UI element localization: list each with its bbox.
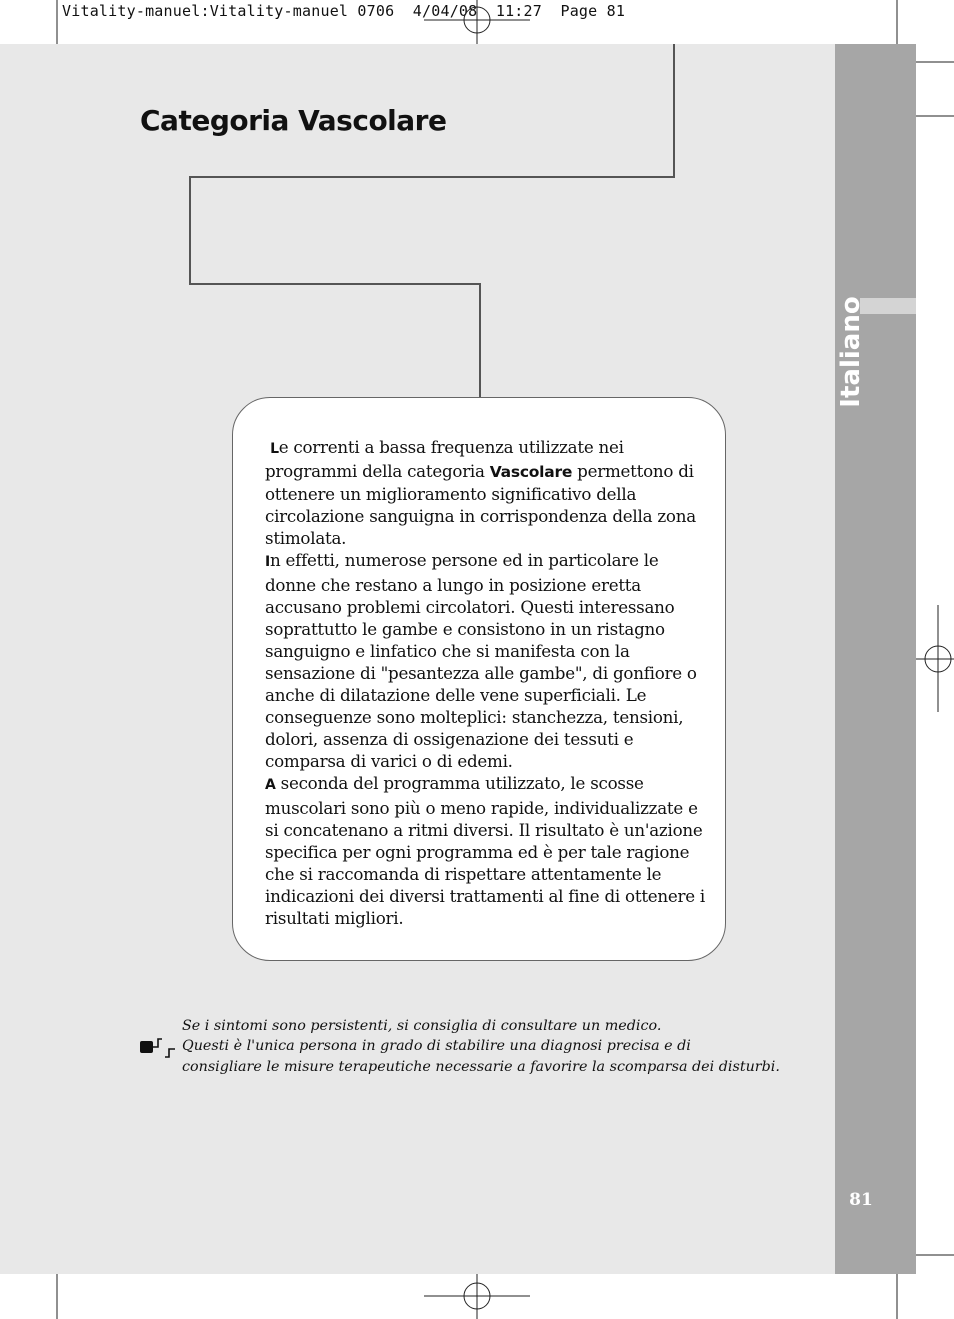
note-line-1: Se i sintomi sono persistenti, si consiglia di consultare un medico. [182, 1018, 662, 1034]
medical-note [182, 1016, 822, 1077]
category-keyword: Vascolare [489, 463, 573, 482]
paragraph-1: Le correnti a bassa frequenza utilizzate nei programmi della categoria Vascolare permettono di ottenere un miglioramento significativo della circolazione sanguigna in corrispondenza della zona stimolata. [265, 437, 696, 549]
initial-letter: I [265, 554, 270, 571]
page-number: 81 [849, 1190, 873, 1210]
electrode-icon [139, 1036, 181, 1060]
paragraph-2: In effetti, numerose persone ed in particolare le donne che restano a lungo in posizione eretta accusano problemi circolatori. Questi interessano soprattutto le gambe e consistono in un ristagno sanguigno e linfatico che si manifesta con la sensazione di "pesantezza alle gambe", di gonfiore o anche di dilatazione delle vene superficiali. Le conseguenze sono molteplici: stanchezza, tensioni, dolori, assenza di ossigenazione dei tessuti e comparsa di varici o di edemi. [265, 550, 697, 772]
initial-letter: A [265, 777, 276, 794]
paragraph-3: A seconda del programma utilizzato, le scosse muscolari sono più o meno rapide, individualizzate e si concatenano a ritmi diversi. Il risultato è un'azione specifica per ogni programma ed è per tale ragione che si raccomanda di rispettare attentamente le indicazioni dei diversi trattamenti al fine di ottenere i risultati migliori. [265, 773, 706, 928]
page-title: Categoria Vascolare [140, 104, 447, 137]
print-slug-line: Vitality-manuel:Vitality-manuel 0706 4/04/08 11:27 Page 81 [62, 2, 626, 20]
body-text [265, 436, 705, 929]
note-line-2: Questi è l'unica persona in grado di stabilire una diagnosi precisa e di [182, 1038, 691, 1055]
language-tab-label: Italiano [836, 295, 866, 408]
initial-letter: L [270, 441, 279, 457]
note-line-3: consigliare le misure terapeutiche necessarie a favorire la scomparsa dei disturbi. [182, 1058, 780, 1075]
